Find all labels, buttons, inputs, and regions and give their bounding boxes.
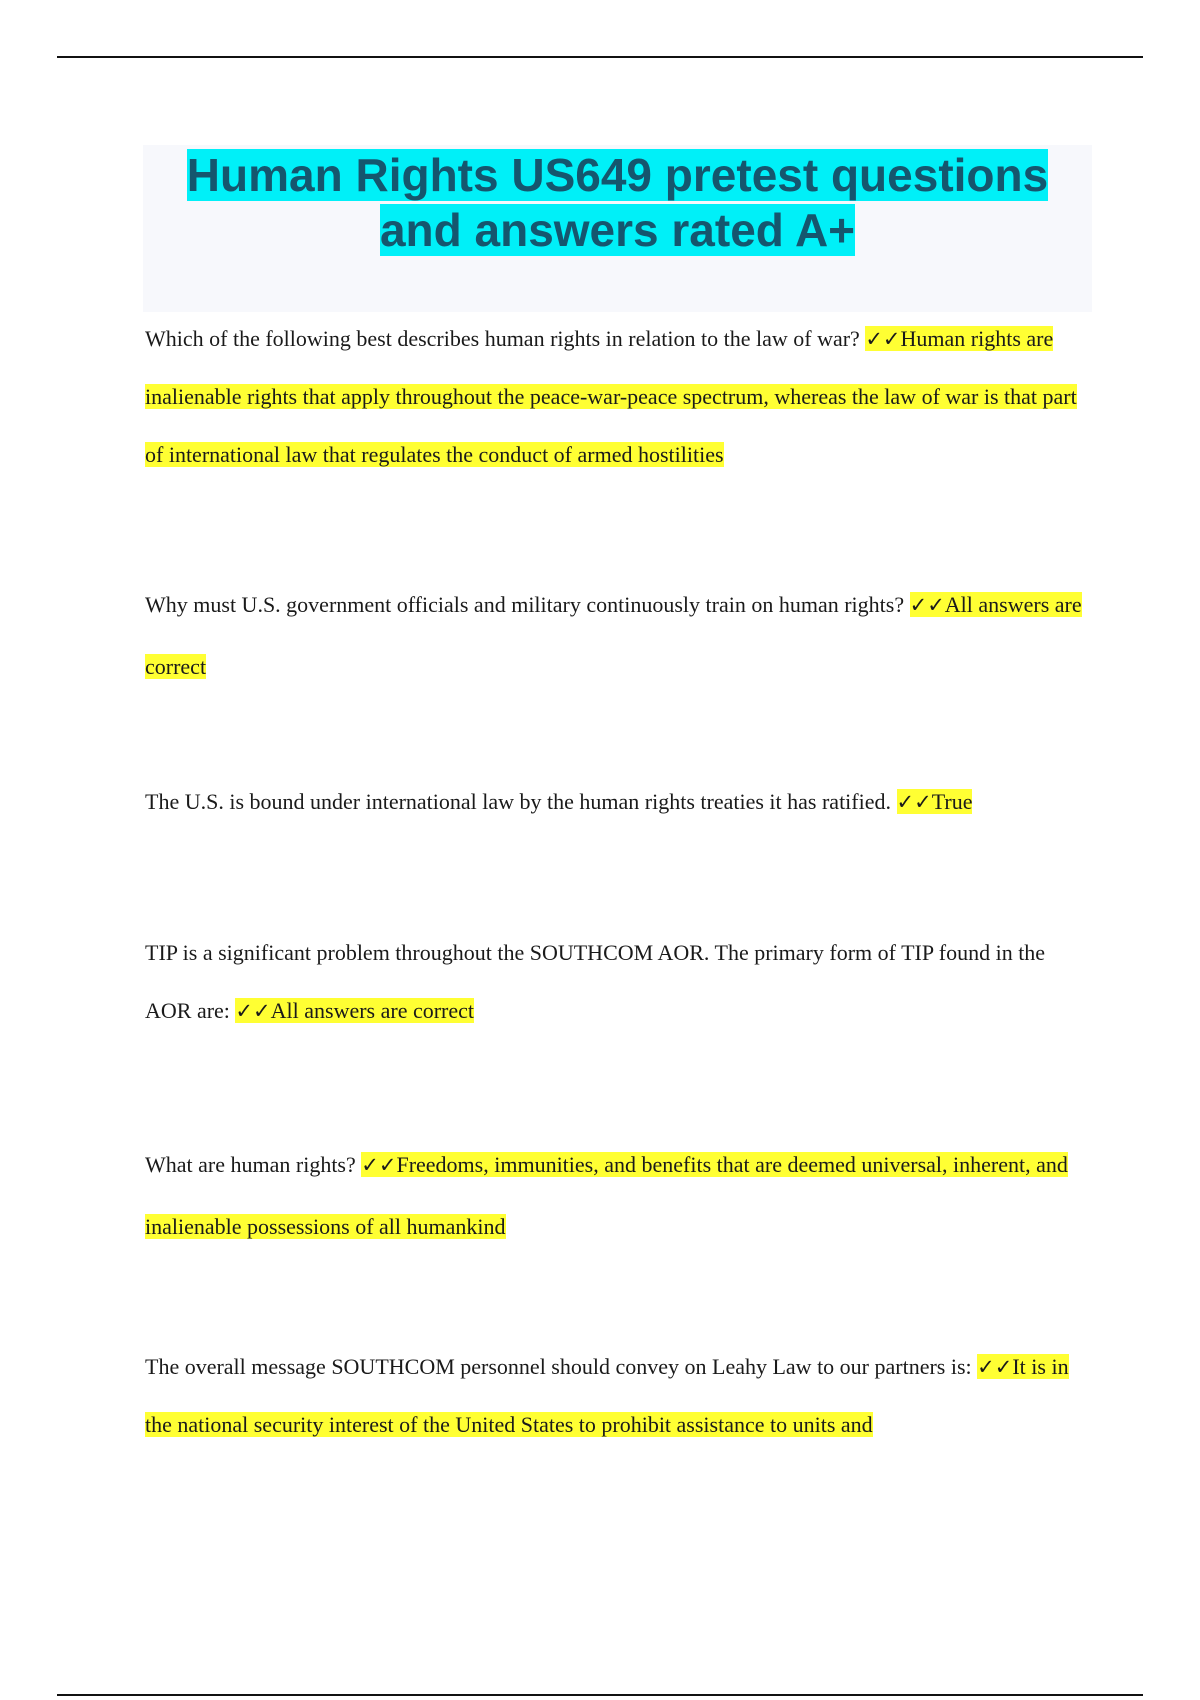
qa-item-4 [145, 924, 1090, 1040]
checkmark-icon: ✓✓ [361, 1153, 397, 1177]
answer-text: It is in the national security interest of the United States to prohibit assistance to units and [145, 1354, 1069, 1437]
qa-item-5 [145, 1134, 1085, 1257]
qa-item-1 [145, 310, 1085, 484]
question-text: What are human rights? [145, 1152, 362, 1177]
answer-highlight [897, 789, 973, 814]
answer-text: All answers are correct [145, 592, 1082, 679]
bottom-rule [57, 1694, 1143, 1696]
question-text: The U.S. is bound under international law by the human rights treaties it has ratified. [145, 789, 897, 814]
answer-text: All answers are correct [270, 998, 475, 1023]
checkmark-icon: ✓✓ [896, 790, 932, 814]
document-title: Human Rights US649 pretest questions and answers rated A+ [186, 149, 1049, 256]
question-text: TIP is a significant problem throughout the SOUTHCOM AOR. The primary form of TIP found in the AOR are: [145, 940, 1046, 1023]
answer-text: Human rights are inalienable rights that apply throughout the peace-war-peace spectrum, whereas the law of war is that part of international law that regulates the conduct of armed hostilities [145, 326, 1077, 467]
answer-text: Freedoms, immunities, and benefits that are deemed universal, inherent, and inalienable possessions of all humankind [145, 1152, 1068, 1239]
checkmark-icon: ✓✓ [235, 999, 271, 1023]
qa-item-6 [145, 1338, 1085, 1454]
checkmark-icon: ✓✓ [865, 327, 901, 351]
top-rule [57, 56, 1143, 58]
qa-item-2 [145, 574, 1085, 697]
question-text: The overall message SOUTHCOM personnel should convey on Leahy Law to our partners is: [145, 1354, 978, 1379]
qa-item-3 [145, 784, 1085, 820]
checkmark-icon: ✓✓ [909, 593, 945, 617]
answer-text: True [931, 789, 973, 814]
answer-highlight [235, 998, 474, 1023]
checkmark-icon: ✓✓ [977, 1355, 1013, 1379]
question-text: Which of the following best describes human rights in relation to the law of war? [145, 326, 866, 351]
question-text: Why must U.S. government officials and military continuously train on human rights? [145, 592, 910, 617]
